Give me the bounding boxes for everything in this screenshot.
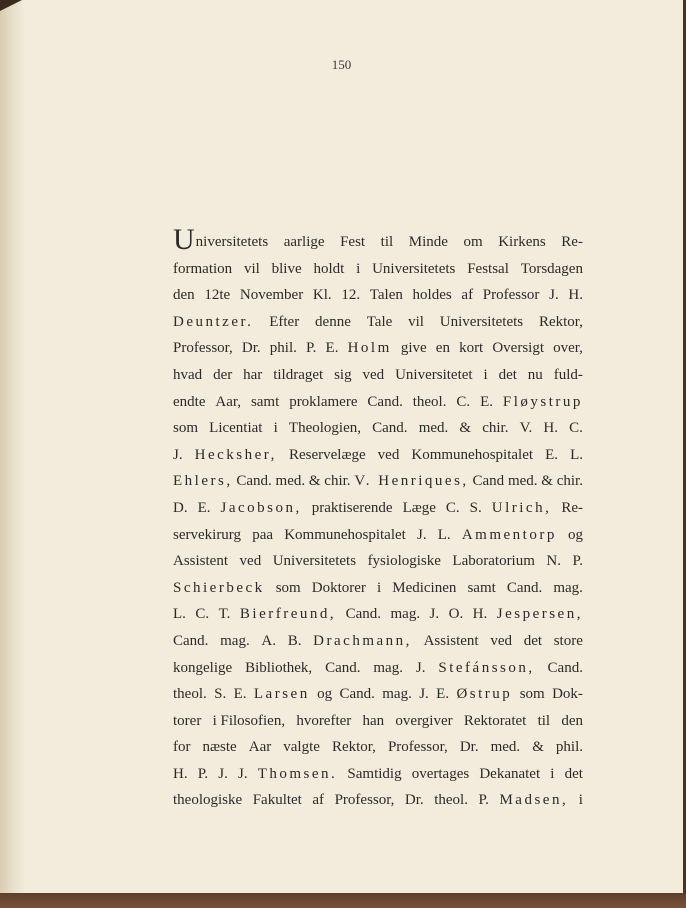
word: hvad (173, 366, 203, 383)
word: store (553, 632, 583, 649)
word: E. (436, 686, 450, 703)
text-line (173, 415, 583, 442)
name-spaced: V. Henriques, (354, 473, 469, 490)
word: den (173, 287, 195, 304)
word: for (173, 739, 191, 756)
drop-cap-initial: U (173, 223, 195, 256)
text-line (173, 761, 583, 788)
word: Universitetets (372, 260, 456, 277)
word: H. (173, 765, 188, 782)
word: Cand. (506, 579, 543, 596)
word: næste (202, 739, 237, 756)
word: Aar, (215, 393, 242, 410)
text-line (173, 309, 583, 336)
word: O. (448, 606, 464, 623)
word: phil. (269, 340, 297, 357)
word: theol. (412, 393, 447, 410)
word: det (564, 765, 583, 782)
word: Rektoratet (463, 712, 527, 729)
word: ved (239, 553, 262, 570)
name-spaced: Thomsen. (257, 765, 338, 782)
word: Universitetet (395, 366, 473, 383)
word: Reservelæge (288, 446, 366, 463)
word: Professor (482, 287, 540, 304)
text-line (173, 601, 583, 628)
word: i (356, 260, 361, 277)
text-line (173, 655, 583, 682)
word: Rektor, (331, 739, 376, 756)
word: Torsdagen (520, 260, 583, 277)
word: Tale (366, 313, 393, 330)
word: proklamere (289, 393, 358, 410)
word: fysiologiske (367, 553, 441, 570)
word: H. (543, 420, 559, 437)
word: P. (478, 792, 489, 809)
text-line (173, 681, 583, 708)
text-line (173, 628, 583, 655)
word: P. (572, 553, 583, 570)
word: P. (197, 765, 209, 782)
word: mag. (553, 579, 583, 596)
word: Doktorer (311, 579, 366, 596)
word: Kommunehospitalet (411, 446, 534, 463)
word: Cand. (547, 659, 583, 676)
word: praktiserende (311, 499, 393, 516)
word: C. (445, 499, 460, 516)
name-spaced: Østrup (456, 686, 513, 703)
word: Efter (269, 313, 300, 330)
word: C. (195, 606, 210, 623)
word: i (578, 792, 583, 809)
word: Theologien, (288, 420, 361, 437)
word: som (519, 686, 545, 703)
corner-mark (0, 0, 22, 11)
word: hvorefter (296, 712, 352, 729)
word: Dok- (552, 686, 583, 703)
word: om (463, 234, 483, 250)
word: L. (437, 526, 451, 543)
word: Professor, (387, 739, 448, 756)
word: A. (261, 632, 276, 649)
word: Cand. (325, 659, 361, 676)
word: Professor, (334, 792, 395, 809)
word: ved (490, 632, 512, 649)
word: Cand. med. & chir. (236, 473, 351, 490)
word: Rektor, (538, 313, 583, 330)
word: Festsal (467, 260, 509, 277)
word: J. (415, 659, 426, 676)
text-line (173, 575, 583, 602)
word: Læge (402, 499, 436, 516)
word: E. (197, 499, 211, 516)
word: der (213, 366, 233, 383)
text-line (173, 468, 583, 495)
word: torer (173, 712, 202, 729)
text-line (173, 223, 583, 256)
body-paragraph (173, 223, 583, 814)
word: S. (214, 686, 227, 703)
word: Universitetets (439, 313, 524, 330)
word: 12te (204, 287, 231, 304)
word: Samtidig (347, 765, 402, 782)
word: og (567, 526, 583, 543)
word: det (523, 632, 543, 649)
page-gutter (0, 0, 26, 893)
word: overgiver (395, 712, 453, 729)
word: Cand (472, 473, 505, 490)
word: Professor, (173, 340, 233, 357)
text-line (173, 256, 583, 283)
word: theol. (173, 686, 207, 703)
text-line (173, 335, 583, 362)
word: mag. (373, 659, 403, 676)
word: November (239, 287, 304, 304)
name-spaced: Larsen (253, 686, 310, 703)
word: mag. (220, 632, 250, 649)
word: formation (173, 260, 233, 277)
word: Cand. (345, 606, 382, 623)
word: Assistent (173, 553, 229, 570)
word: E. (545, 446, 559, 463)
name-spaced: Madsen, (499, 792, 569, 809)
word: J. (419, 686, 429, 703)
text-line (173, 389, 583, 416)
name-spaced: Ehlers, (173, 473, 233, 490)
word: P. (305, 340, 317, 357)
word: Fakultet (252, 792, 302, 809)
word: D. (173, 499, 188, 516)
word: mag. (382, 686, 412, 703)
text-line (173, 362, 583, 389)
word: Talen (369, 287, 403, 304)
word: & (532, 739, 544, 756)
word: B. (287, 632, 302, 649)
name-spaced: Jacobson, (220, 499, 302, 516)
name-spaced: Drachmann, (313, 632, 412, 649)
word: vil (408, 313, 424, 330)
word: kongelige (173, 659, 233, 676)
word: Dr. (241, 340, 261, 357)
word: T. (218, 606, 231, 623)
word: Licentiat (209, 420, 263, 437)
word: af (312, 792, 325, 809)
word: i (273, 420, 278, 437)
word: Cand. (173, 632, 209, 649)
word: J. (238, 765, 248, 782)
word: med. (418, 420, 449, 437)
word: chir. (482, 420, 509, 437)
word: en (435, 340, 450, 357)
word: nu (527, 366, 543, 383)
word: theol. (434, 792, 468, 809)
word: Oversigt (492, 340, 545, 357)
word: sig (334, 366, 352, 383)
word: med. & chir. (507, 473, 583, 490)
word: H. (472, 606, 488, 623)
word: fuld- (553, 366, 583, 383)
word: N. (546, 553, 562, 570)
text-line (173, 787, 583, 814)
text-line (173, 548, 583, 575)
word: C. (456, 393, 471, 410)
word: Cand. (372, 420, 408, 437)
word: give (400, 340, 427, 357)
word: Minde (408, 234, 448, 250)
name-spaced: Ammentorp (461, 526, 557, 543)
word: Universitetets (272, 553, 357, 570)
word: L. (570, 446, 583, 463)
word: i (483, 366, 488, 383)
word: Aar (248, 739, 272, 756)
word: Medicinen (392, 579, 457, 596)
word: H. (568, 287, 583, 304)
word: holdt (313, 260, 345, 277)
page-number: 150 (331, 57, 352, 72)
name-spaced: Deuntzer. (173, 313, 254, 330)
word: servekirurg (173, 526, 242, 543)
word: Laboratorium (452, 553, 535, 570)
word: til (380, 234, 394, 250)
word: har (243, 366, 263, 383)
word: paa (252, 526, 274, 543)
text-line (173, 442, 583, 469)
word: mag. (390, 606, 421, 623)
word: kort (459, 340, 484, 357)
word: med. (490, 739, 521, 756)
text-line (173, 495, 583, 522)
word: tildraget (273, 366, 324, 383)
word: J. (218, 765, 228, 782)
name-spaced: Holm (347, 340, 392, 357)
text-line (173, 734, 583, 761)
word: holdes (412, 287, 452, 304)
word: som (173, 420, 199, 437)
word: endte (173, 393, 206, 410)
word: S. (469, 499, 482, 516)
word: han (362, 712, 385, 729)
name-spaced: Schierbeck (173, 579, 265, 596)
word: L. (173, 606, 186, 623)
word: Universitetets (173, 223, 269, 256)
word: som (275, 579, 301, 596)
name-spaced: Stefánsson, (438, 659, 535, 676)
word: overtages (411, 765, 470, 782)
word: og (317, 686, 333, 703)
word: den (561, 712, 583, 729)
word: blive (271, 260, 302, 277)
word: theologiske (173, 792, 243, 809)
word: Re- (561, 234, 583, 250)
word: samt (467, 579, 496, 596)
word: Re- (561, 499, 583, 516)
word: i (377, 579, 382, 596)
text-line (173, 282, 583, 309)
word: J. (417, 526, 427, 543)
word: vil (243, 260, 260, 277)
text-line (173, 708, 583, 735)
word: aarlige (283, 234, 325, 250)
word: E. (233, 686, 247, 703)
word: Kl. (312, 287, 332, 304)
word: phil. (555, 739, 583, 756)
word: valgte (283, 739, 320, 756)
word: Dekanatet (479, 765, 541, 782)
text-line (173, 522, 583, 549)
word: Fest (340, 234, 366, 250)
word: ved (377, 446, 400, 463)
word: over, (553, 340, 583, 357)
word: i (550, 765, 555, 782)
word: denne (315, 313, 351, 330)
word: Dr. (404, 792, 424, 809)
name-spaced: Fløystrup (502, 393, 583, 410)
word: Dr. (459, 739, 479, 756)
word: V. (519, 420, 533, 437)
word: J. (429, 606, 440, 623)
word: E. (480, 393, 493, 410)
name-spaced: Hecksher, (194, 446, 277, 463)
word: ved (362, 366, 385, 383)
word: & (459, 420, 472, 437)
name-spaced: Bierfreund, (239, 606, 337, 623)
book-cover-bottom (0, 893, 686, 908)
word: J. (173, 446, 183, 463)
word: Cand. (339, 686, 375, 703)
word: J. (549, 287, 559, 304)
word: samt (250, 393, 280, 410)
word: 12. (341, 287, 361, 304)
word: Kirkens (498, 234, 546, 250)
word: af (461, 287, 474, 304)
name-spaced: Ulrich, (491, 499, 552, 516)
name-spaced: Jespersen, (496, 606, 583, 623)
word: Cand. (367, 393, 403, 410)
word: E. (325, 340, 339, 357)
word: Kommunehospitalet (284, 526, 406, 543)
word: Assistent (423, 632, 479, 649)
word: til (537, 712, 551, 729)
word: det (498, 366, 517, 383)
word: C. (569, 420, 583, 437)
word: i Filosofien, (212, 712, 286, 729)
word: Bibliothek, (245, 659, 313, 676)
